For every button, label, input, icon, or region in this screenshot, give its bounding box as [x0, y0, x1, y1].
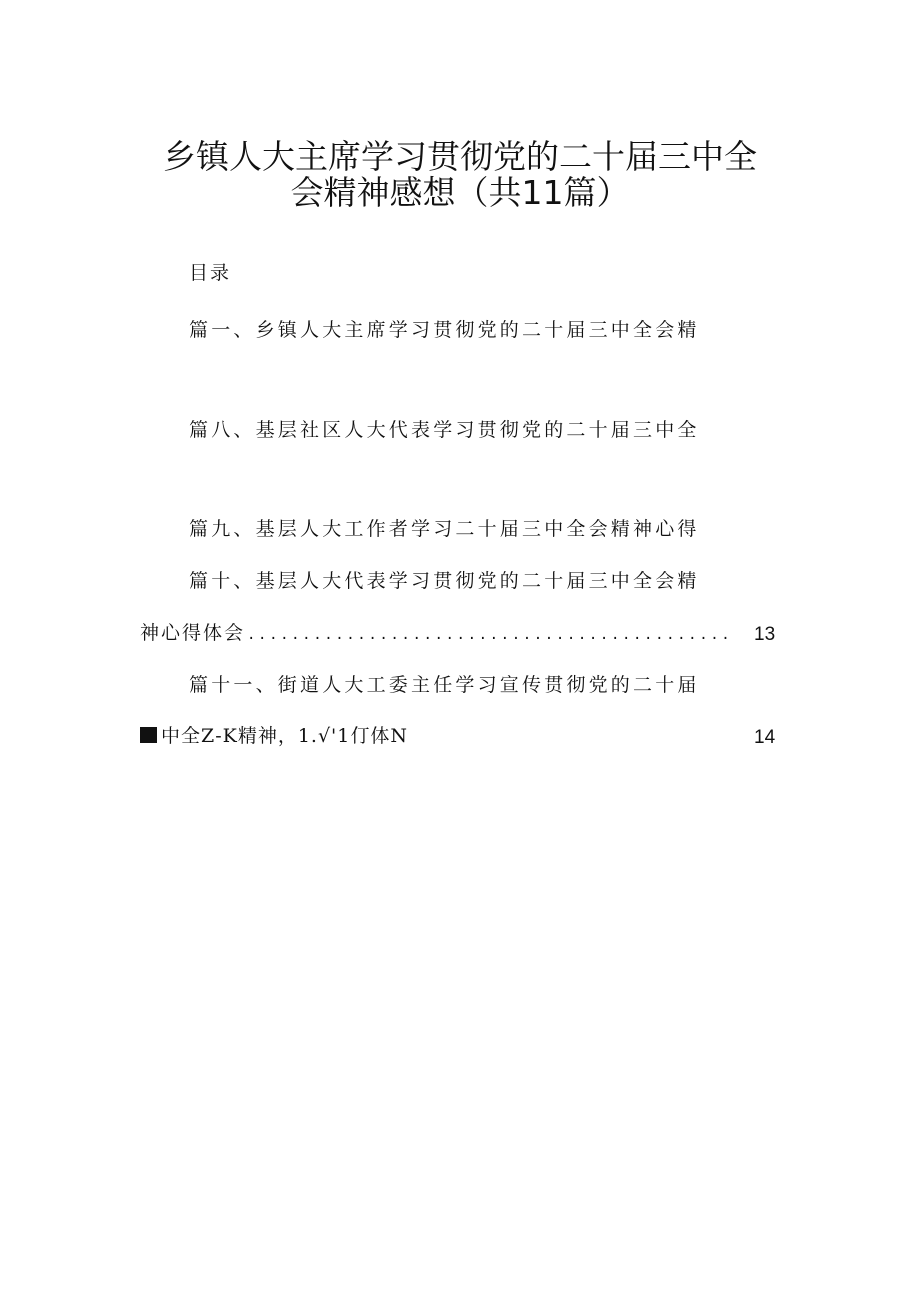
toc-entry-1[interactable]: 篇一、乡镇人大主席学习贯彻党的二十届三中全会精 — [189, 319, 700, 341]
document-title-line-1: 乡镇人大主席学习贯彻党的二十届三中全 — [163, 137, 757, 176]
black-square-mark — [140, 727, 157, 743]
toc-page-number-14: 14 — [754, 727, 776, 748]
toc-entry-11[interactable]: 篇十一、街道人大工委主任学习宣传贯彻党的二十届 — [189, 674, 700, 696]
toc-entry-9[interactable]: 篇九、基层人大工作者学习二十届三中全会精神心得 — [189, 518, 700, 540]
toc-entry-11-continued[interactable] — [140, 727, 408, 746]
document-title-line-2: 会精神感想（共11篇） — [290, 173, 630, 212]
toc-entry-11-continued-text: 中全Z-K精神，1.√'1仃体N — [161, 725, 408, 747]
toc-entry-10-continued[interactable] — [140, 624, 780, 643]
toc-entry-10-continued-text: 神心得体会 — [140, 622, 246, 644]
toc-entry-8[interactable]: 篇八、基层社区人大代表学习贯彻党的二十届三中全 — [189, 419, 700, 441]
toc-heading: 目录 — [189, 262, 232, 284]
toc-leader-dots: ............................................ — [247, 628, 733, 642]
toc-page-number-13: 13 — [754, 624, 776, 645]
toc-entry-10[interactable]: 篇十、基层人大代表学习贯彻党的二十届三中全会精 — [189, 570, 700, 592]
